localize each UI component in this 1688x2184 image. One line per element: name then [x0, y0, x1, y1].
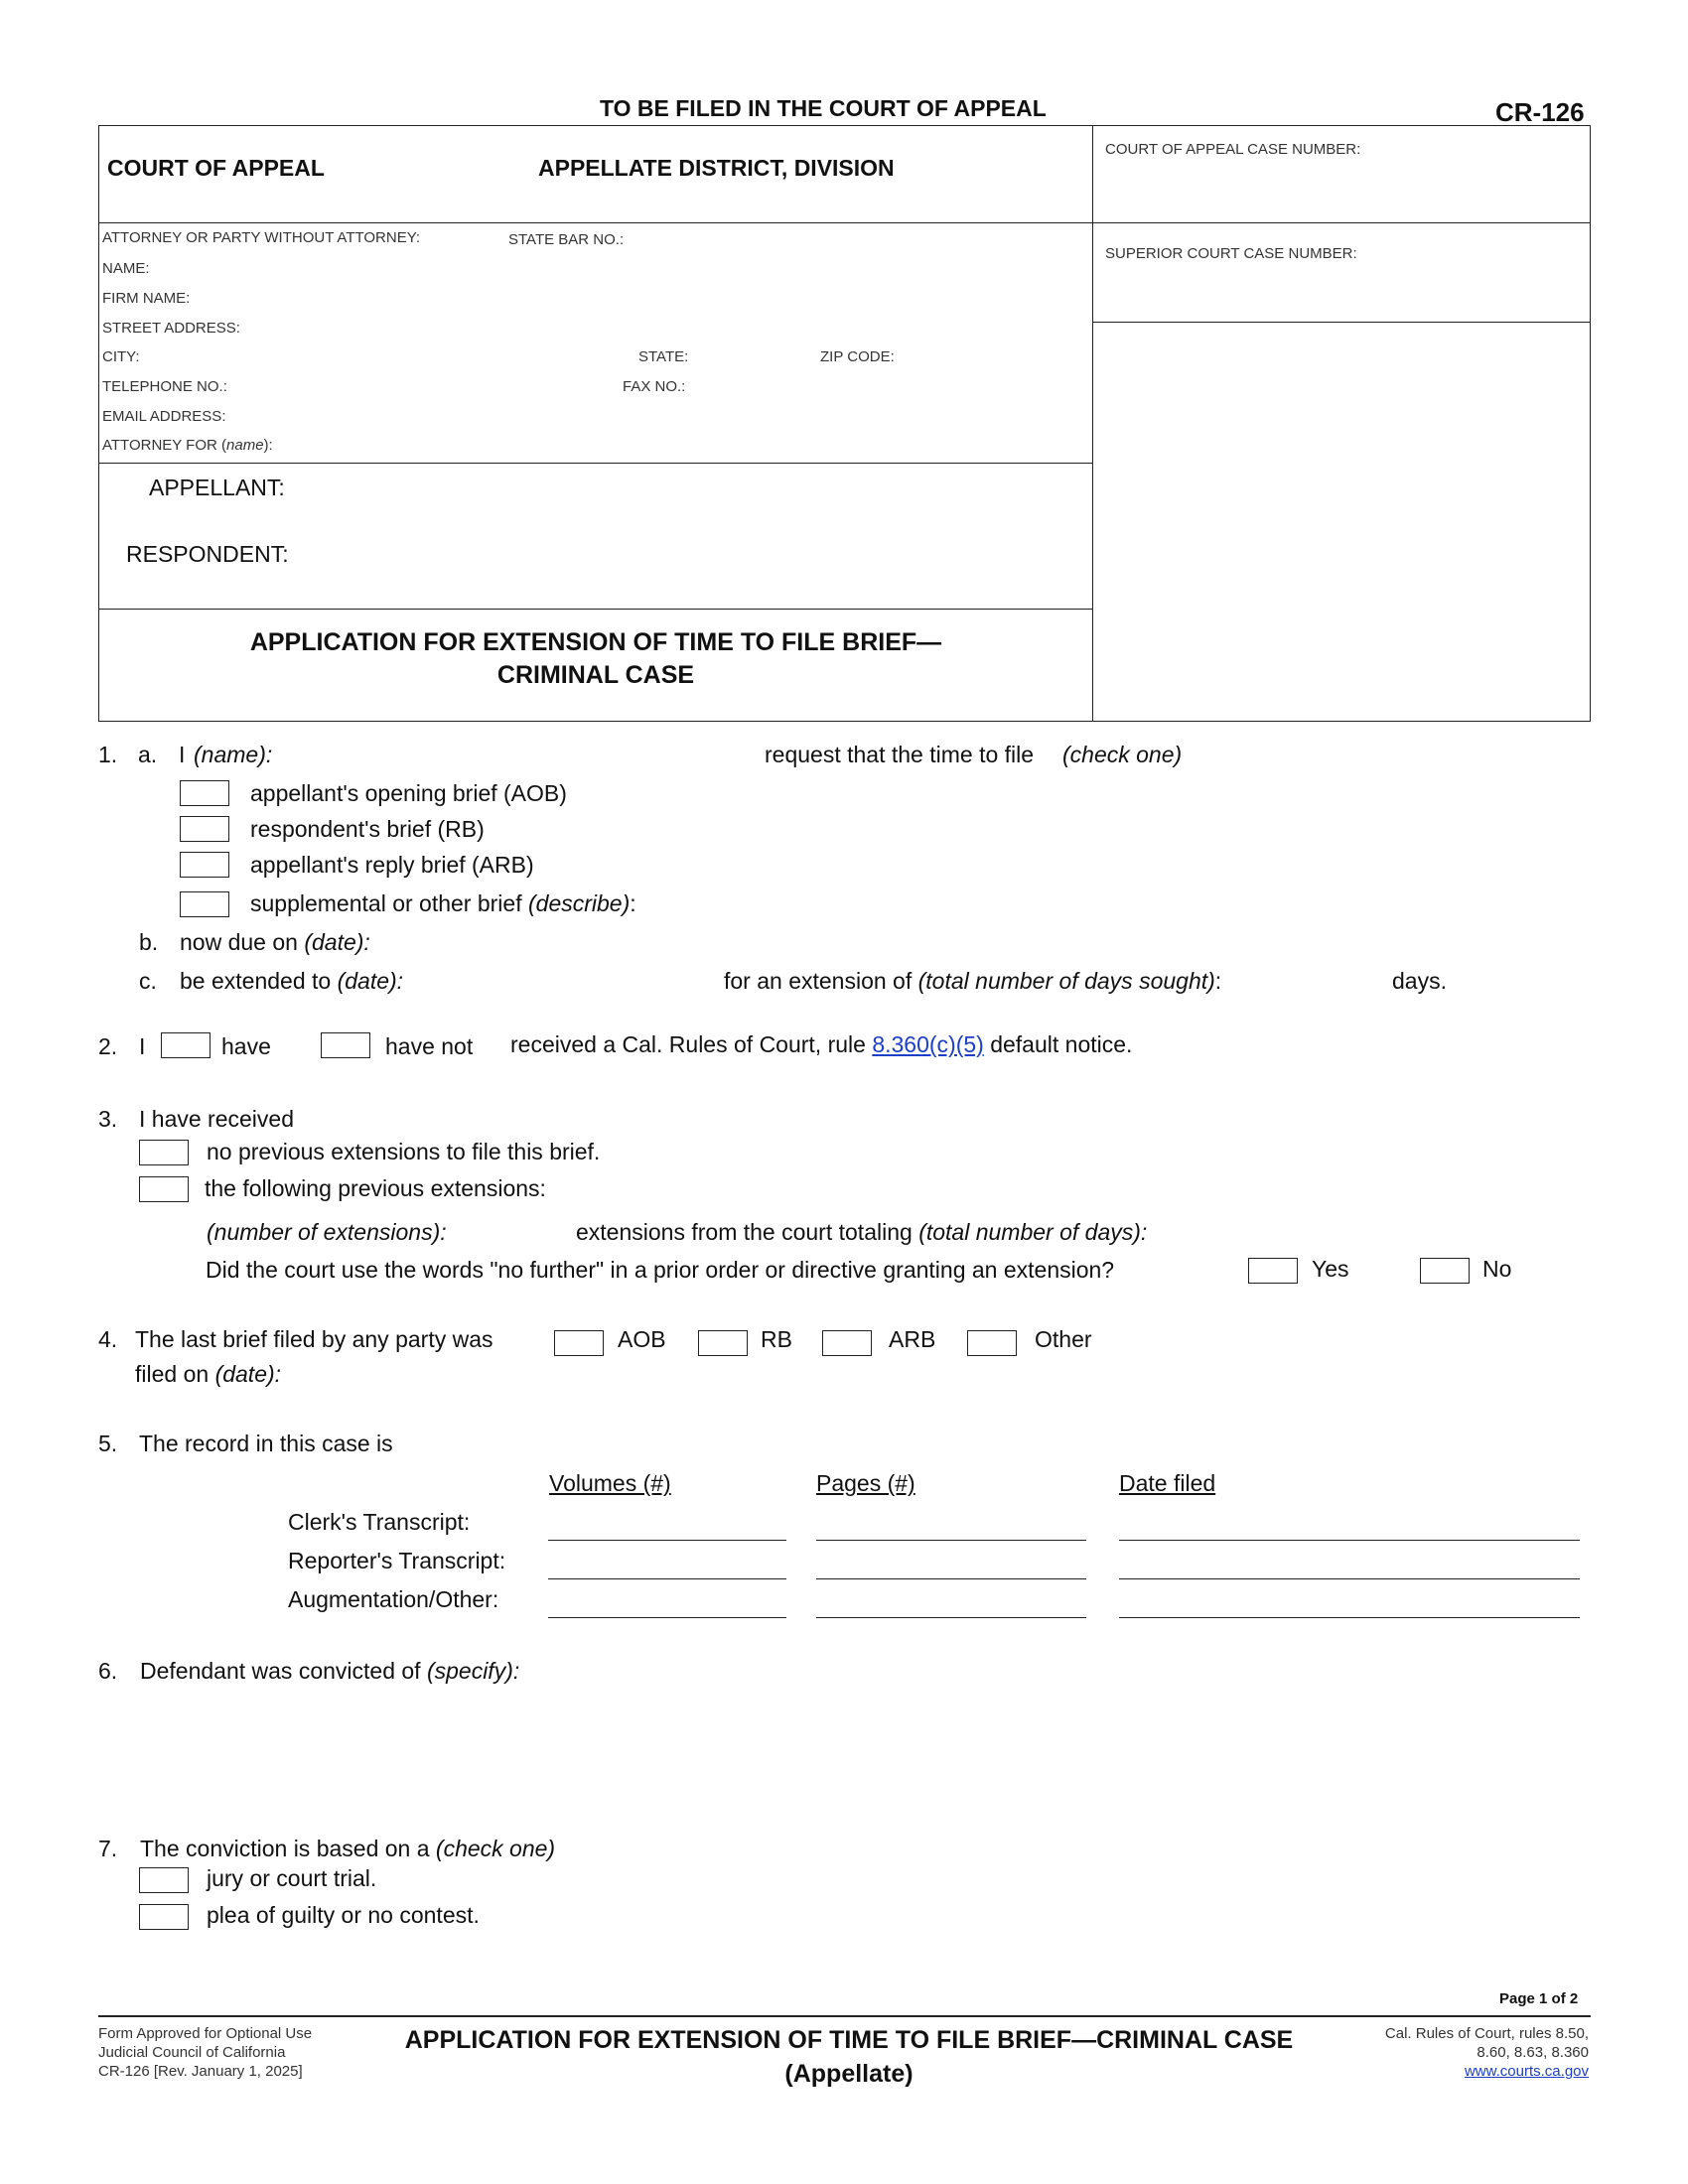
no-further-no-checkbox[interactable]: [1420, 1258, 1470, 1284]
last-brief-rb-label: RB: [761, 1326, 792, 1352]
item1a-letter: a.: [138, 742, 158, 767]
have-received-checkbox[interactable]: [161, 1032, 211, 1058]
court-of-appeal-label: COURT OF APPEAL: [107, 155, 325, 181]
augmentation-pages-input[interactable]: [819, 1588, 1083, 1614]
augmentation-pages-line: [816, 1617, 1086, 1618]
item6-convicted-of: Defendant was convicted of (specify):: [140, 1658, 520, 1684]
last-brief-other-checkbox[interactable]: [967, 1330, 1017, 1356]
item5-record: The record in this case is: [139, 1431, 393, 1456]
item1a-request-text: request that the time to file: [765, 742, 1035, 767]
item4-filed-on: filed on (date):: [135, 1361, 282, 1387]
firm-label: FIRM NAME:: [102, 290, 191, 307]
respondent-label: RESPONDENT:: [126, 541, 289, 567]
rb-option-label: respondent's brief (RB): [250, 816, 485, 842]
augmentation-date-line: [1119, 1617, 1580, 1618]
item1c-extension-of: for an extension of (total number of days sought):: [724, 968, 1222, 994]
plea-label: plea of guilty or no contest.: [207, 1902, 480, 1928]
appellant-label: APPELLANT:: [149, 475, 285, 500]
last-brief-aob-checkbox[interactable]: [554, 1330, 604, 1356]
caption-rule-right-2: [1092, 322, 1591, 323]
page-number: Page 1 of 2: [1499, 1990, 1579, 2007]
reporters-transcript-label: Reporter's Transcript:: [288, 1548, 506, 1573]
augmentation-volumes-line: [548, 1617, 786, 1618]
zip-label: ZIP CODE:: [820, 348, 895, 365]
email-label: EMAIL ADDRESS:: [102, 408, 226, 425]
jury-trial-checkbox[interactable]: [139, 1867, 189, 1893]
name-label: NAME:: [102, 260, 150, 277]
rule-8360-link[interactable]: 8.360(c)(5): [872, 1031, 984, 1057]
days-sought-input[interactable]: [1271, 966, 1380, 994]
reporters-volumes-line: [548, 1578, 786, 1579]
now-due-date-input[interactable]: [392, 927, 889, 955]
email-input[interactable]: [248, 404, 1072, 426]
clerk-stamp-area[interactable]: [1105, 338, 1577, 710]
clerks-date-input[interactable]: [1122, 1511, 1577, 1537]
firm-input[interactable]: [204, 286, 1077, 308]
form-title-line2: CRIMINAL CASE: [496, 661, 695, 689]
have-not-received-checkbox[interactable]: [321, 1032, 370, 1058]
item7-based-on: The conviction is based on a (check one): [140, 1836, 556, 1861]
item3-have-received: I have received: [139, 1106, 294, 1132]
reporters-pages-line: [816, 1578, 1086, 1579]
rb-checkbox[interactable]: [180, 816, 229, 842]
item7-number: 7.: [98, 1836, 118, 1861]
caption-rule-attorney: [98, 463, 1093, 464]
superior-case-number-label: SUPERIOR COURT CASE NUMBER:: [1105, 245, 1357, 262]
applicant-name-input[interactable]: [283, 741, 750, 768]
no-further-yes-label: Yes: [1312, 1256, 1349, 1282]
item5-number: 5.: [98, 1431, 118, 1456]
item1-number: 1.: [98, 742, 118, 767]
reporters-date-line: [1119, 1578, 1580, 1579]
col-pages-header: Pages (#): [816, 1470, 915, 1496]
coa-case-number-input[interactable]: [1105, 171, 1572, 206]
no-further-no-label: No: [1482, 1256, 1512, 1282]
extensions-totaling-label: extensions from the court totaling (total number of days):: [576, 1219, 1148, 1245]
clerks-pages-line: [816, 1540, 1086, 1541]
item1c-letter: c.: [139, 968, 157, 994]
last-brief-rb-checkbox[interactable]: [698, 1330, 748, 1356]
footer-rule: [98, 2015, 1591, 2017]
street-label: STREET ADDRESS:: [102, 320, 240, 337]
supplemental-describe-input[interactable]: [680, 888, 1574, 916]
item4-number: 4.: [98, 1326, 118, 1352]
item1a-check-one: (check one): [1062, 742, 1183, 767]
caption-rule-court: [98, 222, 1093, 223]
item1c-extended-to: be extended to (date):: [180, 968, 404, 994]
augmentation-date-input[interactable]: [1122, 1588, 1577, 1614]
convicted-of-textarea[interactable]: [139, 1693, 1583, 1806]
clerks-date-line: [1119, 1540, 1580, 1541]
state-bar-label: STATE BAR NO.:: [508, 231, 625, 248]
reporters-volumes-input[interactable]: [551, 1550, 783, 1575]
following-extensions-checkbox[interactable]: [139, 1176, 189, 1202]
item1b-now-due: now due on (date):: [180, 929, 370, 955]
item1b-letter: b.: [139, 929, 159, 955]
attorney-for-input[interactable]: [303, 433, 1077, 455]
no-further-question: Did the court use the words "no further" in a prior order or directive granting an extension?: [206, 1257, 1115, 1283]
footer-approved-1: Form Approved for Optional Use: [98, 2025, 313, 2042]
reporters-pages-input[interactable]: [819, 1550, 1083, 1575]
item2-i: I: [139, 1033, 146, 1059]
col-volumes-header: Volumes (#): [549, 1470, 671, 1496]
state-bar-input[interactable]: [640, 227, 1077, 249]
item4-last-brief: The last brief filed by any party was: [135, 1326, 493, 1352]
superior-case-number-input[interactable]: [1105, 274, 1572, 310]
last-brief-arb-label: ARB: [889, 1326, 936, 1352]
form-number: CR-126: [1495, 97, 1585, 127]
item2-number: 2.: [98, 1033, 118, 1059]
state-input[interactable]: [700, 344, 814, 366]
telephone-label: TELEPHONE NO.:: [102, 378, 227, 395]
reporters-date-input[interactable]: [1122, 1550, 1577, 1575]
caption-rule-right-1: [1092, 222, 1591, 223]
arb-option-label: appellant's reply brief (ARB): [250, 852, 534, 878]
num-extensions-input[interactable]: [477, 1217, 576, 1245]
last-brief-aob-label: AOB: [618, 1326, 666, 1352]
street-input[interactable]: [260, 316, 1074, 338]
respondent-input[interactable]: [318, 539, 1072, 569]
supplemental-checkbox[interactable]: [180, 891, 229, 917]
city-label: CITY:: [102, 348, 140, 365]
extended-to-date-input[interactable]: [427, 966, 705, 994]
arb-checkbox[interactable]: [180, 852, 229, 878]
footer-title: APPLICATION FOR EXTENSION OF TIME TO FILE BRIEF—CRIMINAL CASE: [404, 2026, 1294, 2054]
col-date-header: Date filed: [1119, 1470, 1216, 1496]
following-extensions-label: the following previous extensions:: [205, 1175, 546, 1201]
footer-subtitle: (Appellate): [784, 2060, 914, 2088]
item2-received-text: received a Cal. Rules of Court, rule 8.360(c)(5) default notice.: [510, 1031, 1133, 1057]
attorney-for-label: ATTORNEY FOR (name):: [102, 437, 273, 454]
courts-website-link[interactable]: www.courts.ca.gov: [1464, 2063, 1589, 2080]
clerks-volumes-line: [548, 1540, 786, 1541]
telephone-input[interactable]: [248, 374, 616, 396]
last-brief-other-label: Other: [1035, 1326, 1092, 1352]
item1a-name-hint: (name):: [194, 742, 273, 767]
last-brief-arb-checkbox[interactable]: [822, 1330, 872, 1356]
fax-input[interactable]: [700, 374, 1077, 396]
aob-checkbox[interactable]: [180, 780, 229, 806]
clerks-volumes-input[interactable]: [551, 1511, 783, 1537]
total-days-input[interactable]: [1201, 1217, 1579, 1245]
form-title-line1: APPLICATION FOR EXTENSION OF TIME TO FILE BRIEF—: [249, 628, 942, 656]
num-extensions-hint: (number of extensions):: [207, 1219, 447, 1245]
appellant-input[interactable]: [308, 473, 1072, 502]
footer-approved-3: CR-126 [Rev. January 1, 2025]: [98, 2063, 303, 2080]
attorney-label: ATTORNEY OR PARTY WITHOUT ATTORNEY:: [102, 229, 421, 246]
caption-rule-parties: [98, 609, 1093, 610]
item1c-days: days.: [1392, 968, 1447, 994]
supplemental-option-label: supplemental or other brief (describe):: [250, 890, 636, 916]
item6-number: 6.: [98, 1658, 118, 1684]
clerks-pages-input[interactable]: [819, 1511, 1083, 1537]
no-further-yes-checkbox[interactable]: [1248, 1258, 1298, 1284]
footer-approved-2: Judicial Council of California: [98, 2044, 286, 2061]
name-input[interactable]: [159, 256, 1072, 278]
district-division-label: APPELLATE DISTRICT, DIVISION: [538, 155, 895, 181]
no-previous-extensions-checkbox[interactable]: [139, 1140, 189, 1165]
last-brief-date-input[interactable]: [308, 1359, 804, 1387]
plea-checkbox[interactable]: [139, 1904, 189, 1930]
aob-option-label: appellant's opening brief (AOB): [250, 780, 567, 806]
zip-input[interactable]: [906, 344, 1074, 366]
item1a-i: I: [179, 742, 186, 767]
have-not-label: have not: [385, 1033, 474, 1059]
have-label: have: [221, 1033, 271, 1059]
city-input[interactable]: [149, 344, 626, 366]
augmentation-volumes-input[interactable]: [551, 1588, 783, 1614]
coa-case-number-label: COURT OF APPEAL CASE NUMBER:: [1105, 141, 1361, 158]
clerks-transcript-label: Clerk's Transcript:: [288, 1509, 471, 1535]
footer-rules-1: Cal. Rules of Court, rules 8.50,: [1384, 2025, 1589, 2042]
filed-in-heading: TO BE FILED IN THE COURT OF APPEAL: [600, 95, 1047, 121]
no-previous-extensions-label: no previous extensions to file this brief.: [207, 1139, 601, 1164]
fax-label: FAX NO.:: [623, 378, 686, 395]
footer-rules-2: 8.60, 8.63, 8.360: [1477, 2044, 1589, 2061]
augmentation-label: Augmentation/Other:: [288, 1586, 499, 1612]
jury-trial-label: jury or court trial.: [207, 1865, 377, 1891]
item3-number: 3.: [98, 1106, 118, 1132]
state-label: STATE:: [638, 348, 689, 365]
